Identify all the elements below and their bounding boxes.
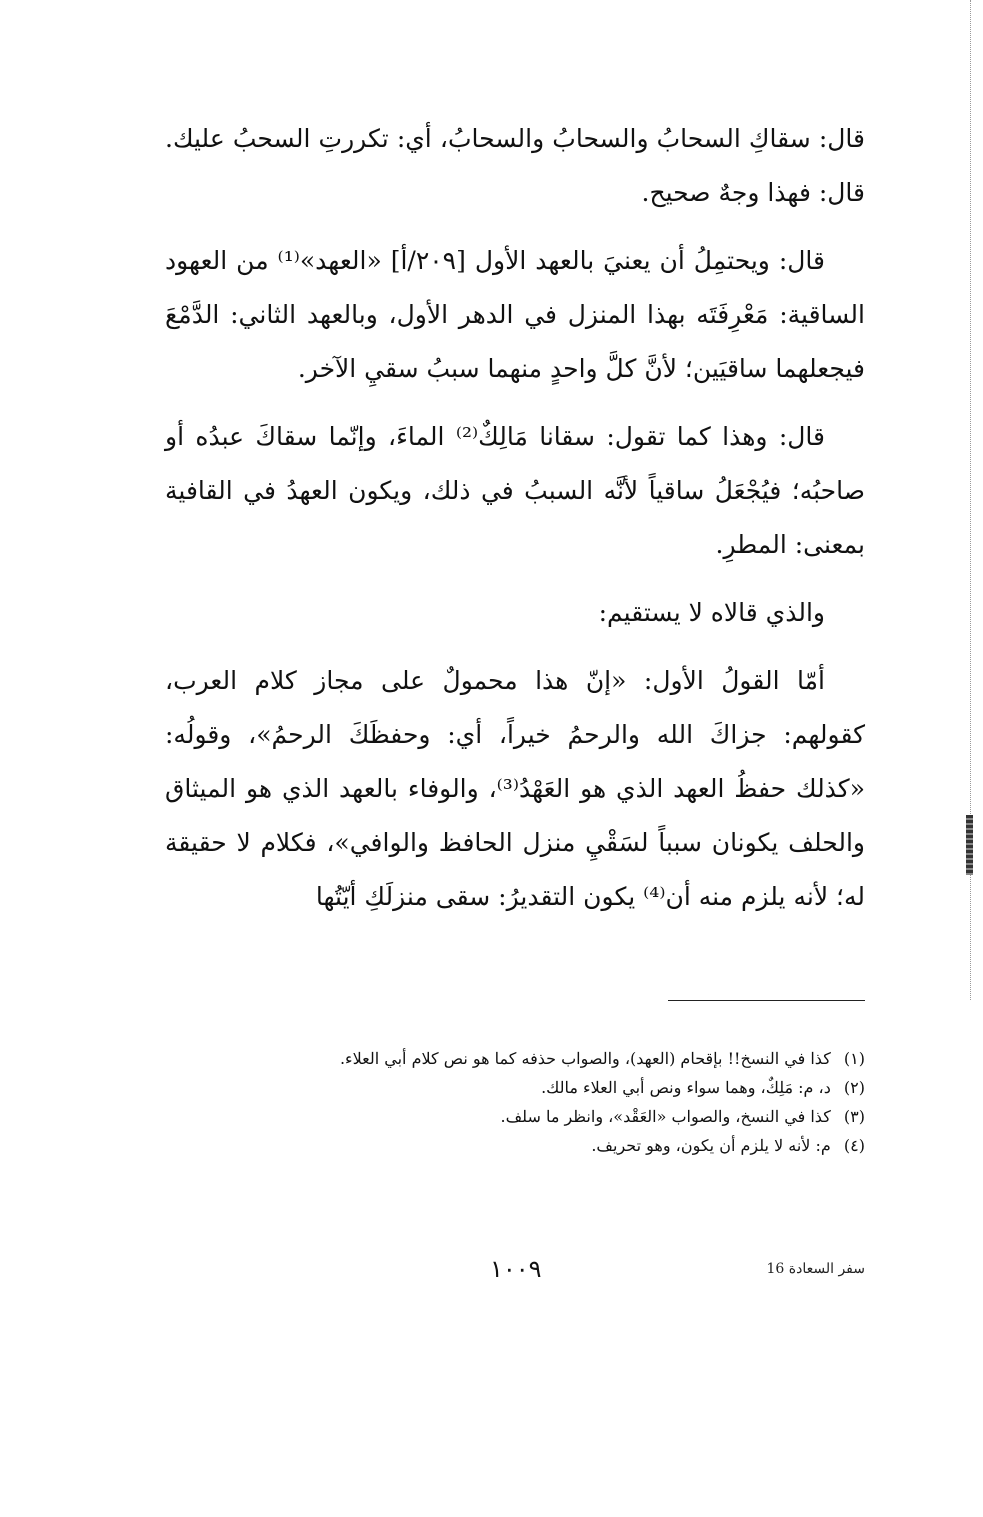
main-text (165, 112, 865, 938)
footnote-3 (165, 1102, 865, 1131)
page-footer (165, 1255, 865, 1295)
footnote-number: (٤) (843, 1136, 865, 1155)
paragraph-2: قال: ويحتمِلُ أن يعنيَ بالعهد الأول [٢٠٩/أ] «العهد»⁽¹⁾ من العهود الساقية: مَعْرِفَتَه بهذا المنزل في الدهر الأول، وبالعهد الثاني: الدَّمْعَ فيجعلهما ساقيَين؛ لأنَّ كلَّ واحدٍ منهما سببُ سقيِ الآخر. (165, 246, 865, 383)
footnote-separator (668, 1000, 865, 1001)
footnote-number: (٣) (843, 1107, 865, 1126)
paragraph-1: قال: سقاكِ السحابُ والسحابُ والسحابُ، أي: تكررتِ السحبُ عليك. قال: فهذا وجهٌ صحيح. (165, 124, 865, 207)
footnote-1 (165, 1044, 865, 1073)
footnote-text: كذا في النسخ، والصواب «العَقْد»، وانظر ما سلف. (500, 1107, 831, 1126)
paragraph-5: أمّا القولُ الأول: «إنّ هذا محمولٌ على مجاز كلام العرب، كقولهم: جزاكَ الله والرحمُ خيراً، أي: وحفظَكَ الرحمُ»، وقولُه: «كذلك حفظُ العهد الذي هو العَهْدُ⁽³⁾، والوفاء بالعهد الذي هو الميثاق والحلف يكونان سبباً لسَقْيِ منزل الحافظ والوافي»، فكلام لا حقيقة له؛ لأنه يلزم منه أن⁽⁴⁾ يكون التقديرُ: سقى منزلَكِ أيّتُها (165, 666, 866, 911)
page-number: ١٠٠٩ (490, 1255, 542, 1283)
footnote-text: د، م: مَلِكٌ، وهما سواء ونص أبي العلاء مالك. (541, 1078, 831, 1097)
footnote-text: كذا في النسخ!! بإقحام (العهد)، والصواب حذفه كما هو نص كلام أبي العلاء. (339, 1049, 831, 1068)
print-signature: سفر السعادة 16 (766, 1261, 865, 1277)
footnote-4 (165, 1131, 865, 1160)
footnote-text: م: لأنه لا يلزم أن يكون، وهو تحريف. (591, 1136, 831, 1155)
footnote-number: (١) (843, 1049, 865, 1068)
scan-margin-mark (966, 815, 973, 875)
footnote-number: (٢) (843, 1078, 865, 1097)
paragraph-4: والذي قالاه لا يستقيم: (598, 598, 825, 627)
footnotes (165, 1044, 865, 1160)
paragraph-3: قال: وهذا كما تقول: سقانا مَالِكٌ⁽²⁾ الماءَ، وإنّما سقاكَ عبدُه أو صاحبُه؛ فيُجْعَلُ ساقياً لأنَّه السببُ في ذلك، ويكون العهدُ في القافية بمعنى: المطرِ. (165, 422, 865, 559)
footnote-2 (165, 1073, 865, 1102)
